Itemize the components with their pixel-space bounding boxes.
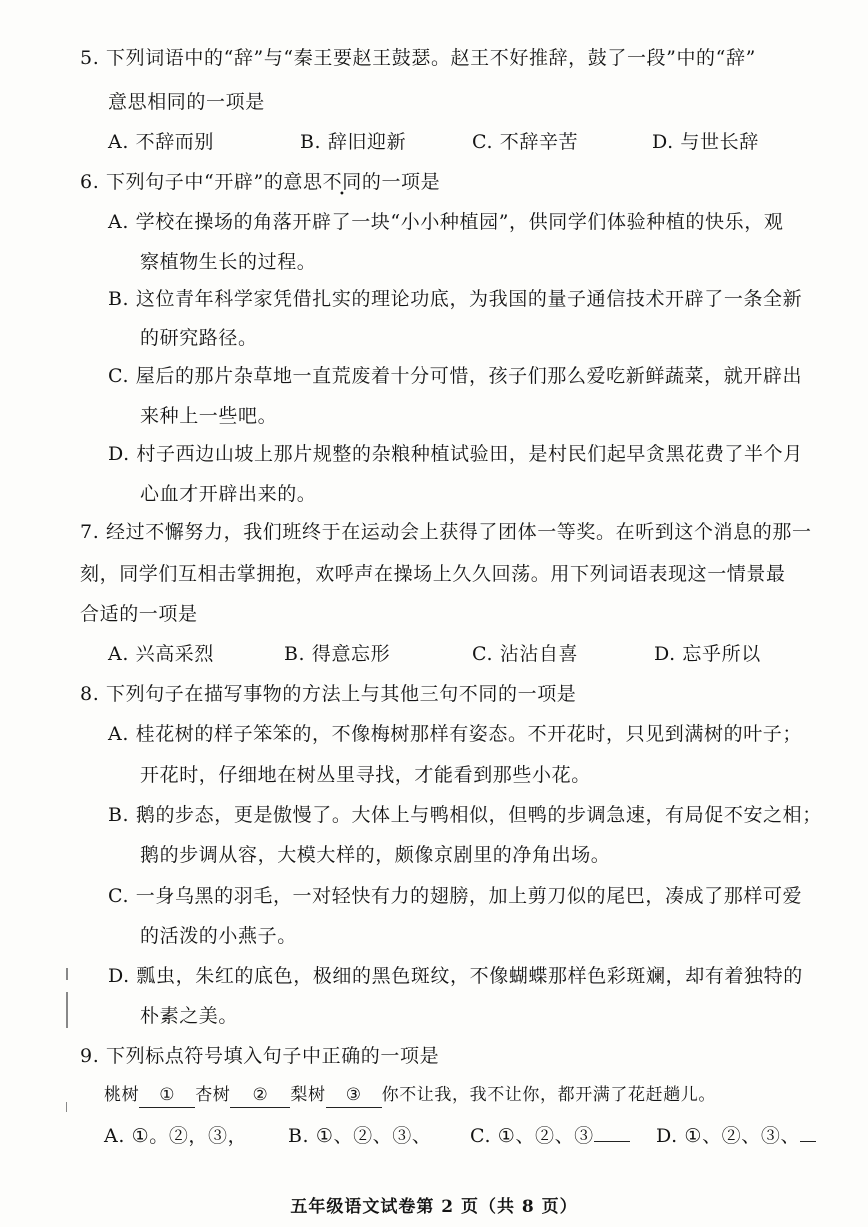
- question-5-option-b[interactable]: B. 辞旧迎新: [300, 131, 407, 153]
- question-8-option-b-cont: 鹅的步调从容，大模大样的，颇像京剧里的净角出场。: [140, 844, 611, 866]
- question-9-stem: 9. 下列标点符号填入句子中正确的一项是: [80, 1045, 440, 1067]
- question-number: 8.: [80, 683, 100, 705]
- question-6-option-d[interactable]: D. 村子西边山坡上那片规整的杂粮种植试验田，是村民们起早贪黑花费了半个月: [108, 443, 803, 465]
- page-footer: 五年级语文试卷第 2 页（共 8 页）: [290, 1197, 578, 1217]
- question-6-option-b-cont: 的研究路径。: [140, 327, 258, 349]
- blank-3: ③: [326, 1083, 382, 1108]
- scan-mark: [66, 968, 68, 980]
- question-number: 6.: [80, 171, 100, 193]
- question-8-option-a[interactable]: A. 桂花树的样子笨笨的，不像梅树那样有姿态。不开花时，只见到满树的叶子；: [108, 723, 803, 745]
- question-8-option-b[interactable]: B. 鹅的步态，更是傲慢了。大体上与鸭相似，但鸭的步调急速，有局促不安之相；: [108, 804, 822, 826]
- question-number: 9.: [80, 1045, 100, 1067]
- question-9-option-d[interactable]: D. ①、②、③、: [656, 1124, 816, 1148]
- question-5-stem: 5. 下列词语中的“辞”与“秦王要赵王鼓瑟。赵王不好推辞，鼓了一段”中的“辞”: [80, 47, 756, 69]
- question-8-option-c[interactable]: C. 一身乌黑的羽毛，一对轻快有力的翅膀，加上剪刀似的尾巴，凑成了那样可爱: [108, 885, 803, 907]
- question-6-option-a-cont: 察植物生长的过程。: [140, 251, 317, 273]
- question-9-option-b[interactable]: B. ①、②、③、: [288, 1125, 432, 1147]
- question-9-option-a[interactable]: A. ①。②，③，: [104, 1125, 248, 1147]
- question-7-stem-cont2: 合适的一项是: [80, 603, 198, 625]
- question-8-option-d-cont: 朴素之美。: [140, 1005, 239, 1027]
- answer-blank: [800, 1125, 816, 1142]
- question-9-sentence: 桃树 ① 杏树 ② 梨树 ③ 你不让我，我不让你，都开满了花赶趟儿。: [104, 1083, 716, 1108]
- question-8-stem: 8. 下列句子在描写事物的方法上与其他三句不同的一项是: [80, 683, 577, 705]
- question-number: 5.: [80, 47, 100, 69]
- blank-2: ②: [230, 1083, 290, 1108]
- question-8-option-a-cont: 开花时，仔细地在树丛里寻找，才能看到那些小花。: [140, 764, 591, 786]
- answer-blank: [594, 1125, 630, 1142]
- question-7-option-d[interactable]: D. 忘乎所以: [654, 643, 761, 665]
- question-6-option-a[interactable]: A. 学校在操场的角落开辟了一块“小小种植园”，供同学们体验种植的快乐，观: [108, 211, 784, 233]
- question-7-option-a[interactable]: A. 兴高采烈: [108, 643, 215, 665]
- question-number: 7.: [80, 521, 100, 543]
- question-7-option-c[interactable]: C. 沾沾自喜: [472, 643, 579, 665]
- question-9-option-c[interactable]: C. ①、②、③: [470, 1124, 630, 1148]
- question-5-option-a[interactable]: A. 不辞而别: [108, 131, 215, 153]
- question-7-option-b[interactable]: B. 得意忘形: [284, 643, 391, 665]
- question-6-option-d-cont: 心血才开辟出来的。: [140, 483, 317, 505]
- question-5-option-c[interactable]: C. 不辞辛苦: [472, 131, 579, 153]
- question-6-option-c[interactable]: C. 屋后的那片杂草地一直荒废着十分可惜，孩子们那么爱吃新鲜蔬菜，就开辟出: [108, 365, 803, 387]
- scan-mark: [66, 1102, 67, 1112]
- scan-mark: [66, 992, 68, 1028]
- question-5-option-d[interactable]: D. 与世长辞: [652, 131, 759, 153]
- emphasis-dots: 不同: [322, 171, 362, 193]
- question-6-option-b[interactable]: B. 这位青年科学家凭借扎实的理论功底，为我国的量子通信技术开辟了一条全新: [108, 288, 803, 310]
- question-7-stem: 7. 经过不懈努力，我们班终于在运动会上获得了团体一等奖。在听到这个消息的那一: [80, 521, 812, 543]
- question-7-stem-cont: 刻，同学们互相击掌拥抱，欢呼声在操场上久久回荡。用下列词语表现这一情景最: [80, 563, 786, 585]
- question-6-stem: 6. 下列句子中“开辟”的意思不同的一项是: [80, 171, 441, 193]
- question-5-stem-cont: 意思相同的一项是: [108, 91, 265, 113]
- question-8-option-d[interactable]: D. 瓢虫，朱红的底色，极细的黑色斑纹，不像蝴蝶那样色彩斑斓，却有着独特的: [108, 965, 803, 987]
- question-8-option-c-cont: 的活泼的小燕子。: [140, 925, 297, 947]
- question-6-option-c-cont: 来种上一些吧。: [140, 405, 278, 427]
- blank-1: ①: [139, 1083, 195, 1108]
